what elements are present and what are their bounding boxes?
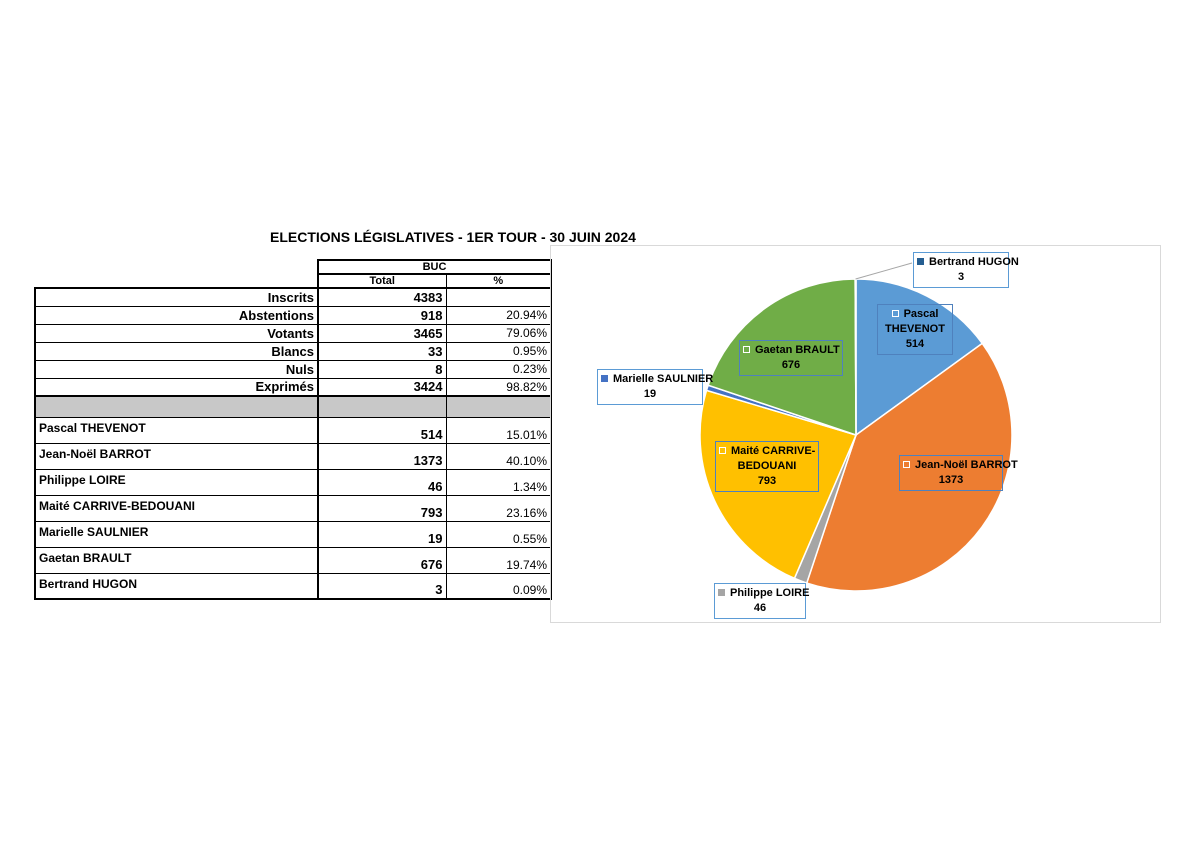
stat-label: Nuls — [35, 360, 318, 378]
candidate-percent: 1.34% — [446, 469, 551, 495]
candidate-name: Jean-Noël BARROT — [35, 443, 318, 469]
stat-total: 8 — [318, 360, 446, 378]
table-row — [35, 495, 551, 521]
separator-cell — [35, 396, 318, 417]
column-header-total: Total — [318, 274, 446, 288]
data-label-name: Maité CARRIVE- — [731, 445, 816, 457]
candidate-name: Marielle SAULNIER — [35, 521, 318, 547]
candidate-votes: 514 — [318, 417, 446, 443]
stat-percent — [446, 288, 551, 306]
candidate-name: Gaetan BRAULT — [35, 547, 318, 573]
data-label — [899, 455, 1018, 491]
candidate-name: Pascal THEVENOT — [35, 417, 318, 443]
data-label — [739, 340, 843, 376]
candidate-votes: 3 — [318, 573, 446, 599]
data-label — [715, 441, 819, 492]
stat-percent: 20.94% — [446, 306, 551, 324]
results-table — [34, 259, 552, 600]
table-row — [35, 324, 551, 342]
pie-chart — [551, 246, 1162, 624]
table-row — [35, 547, 551, 573]
data-label — [597, 369, 714, 405]
legend-key-icon — [743, 346, 750, 353]
commune-header: BUC — [318, 260, 551, 274]
stat-label: Inscrits — [35, 288, 318, 306]
data-label-value: 514 — [905, 338, 925, 350]
table-row — [35, 288, 551, 306]
data-label-value: 793 — [757, 475, 777, 487]
data-label-name-line2: THEVENOT — [885, 323, 945, 335]
table-row — [35, 342, 551, 360]
data-label-name-line2: BEDOUANI — [737, 460, 797, 472]
candidate-percent: 23.16% — [446, 495, 551, 521]
candidate-percent: 40.10% — [446, 443, 551, 469]
legend-key-icon — [903, 461, 910, 468]
table-row — [35, 521, 551, 547]
stat-label: Abstentions — [35, 306, 318, 324]
data-label-value: 46 — [753, 602, 767, 614]
separator-cell — [318, 396, 446, 417]
pie-chart-area — [550, 245, 1161, 623]
data-label-value: 1373 — [938, 474, 964, 486]
candidate-name: Bertrand HUGON — [35, 573, 318, 599]
stat-total: 3465 — [318, 324, 446, 342]
leader-line — [856, 263, 912, 279]
candidate-percent: 15.01% — [446, 417, 551, 443]
stat-total: 3424 — [318, 378, 446, 396]
pie-slice — [855, 279, 856, 435]
data-label-name: Jean-Noël BARROT — [915, 459, 1018, 471]
data-label — [913, 252, 1019, 288]
separator-cell — [446, 396, 551, 417]
report-title: ELECTIONS LÉGISLATIVES - 1ER TOUR - 30 JUIN 2024 — [270, 229, 636, 245]
separator-row — [35, 396, 551, 417]
data-label — [877, 304, 953, 355]
table-spacer — [35, 260, 318, 274]
data-label-name: Gaetan BRAULT — [755, 344, 840, 356]
stat-percent: 0.23% — [446, 360, 551, 378]
column-header-percent: % — [446, 274, 551, 288]
table-row — [35, 443, 551, 469]
data-label-value: 19 — [643, 388, 657, 400]
data-label — [714, 583, 810, 619]
candidate-votes: 793 — [318, 495, 446, 521]
data-label-name: Bertrand HUGON — [929, 256, 1019, 268]
stat-total: 918 — [318, 306, 446, 324]
table-row — [35, 360, 551, 378]
stat-percent: 79.06% — [446, 324, 551, 342]
stat-percent: 0.95% — [446, 342, 551, 360]
data-label-value: 3 — [957, 271, 965, 283]
table-spacer — [35, 274, 318, 288]
table-row — [35, 378, 551, 396]
candidate-name: Maité CARRIVE-BEDOUANI — [35, 495, 318, 521]
data-label-value: 676 — [781, 359, 801, 371]
legend-key-icon — [718, 589, 725, 596]
candidate-percent: 19.74% — [446, 547, 551, 573]
stat-percent: 98.82% — [446, 378, 551, 396]
stat-label: Blancs — [35, 342, 318, 360]
candidate-votes: 1373 — [318, 443, 446, 469]
candidate-percent: 0.55% — [446, 521, 551, 547]
candidate-votes: 676 — [318, 547, 446, 573]
candidate-name: Philippe LOIRE — [35, 469, 318, 495]
stat-total: 4383 — [318, 288, 446, 306]
legend-key-icon — [601, 375, 608, 382]
data-label-name: Philippe LOIRE — [730, 587, 810, 599]
stat-label: Votants — [35, 324, 318, 342]
candidate-votes: 19 — [318, 521, 446, 547]
legend-key-icon — [917, 258, 924, 265]
table-row — [35, 417, 551, 443]
candidate-percent: 0.09% — [446, 573, 551, 599]
candidate-votes: 46 — [318, 469, 446, 495]
data-label-name: Pascal — [903, 308, 939, 320]
table-row — [35, 573, 551, 599]
legend-key-icon — [892, 310, 899, 317]
legend-key-icon — [719, 447, 726, 454]
stat-label: Exprimés — [35, 378, 318, 396]
data-label-name: Marielle SAULNIER — [613, 373, 714, 385]
table-row — [35, 469, 551, 495]
stat-total: 33 — [318, 342, 446, 360]
table-row — [35, 306, 551, 324]
